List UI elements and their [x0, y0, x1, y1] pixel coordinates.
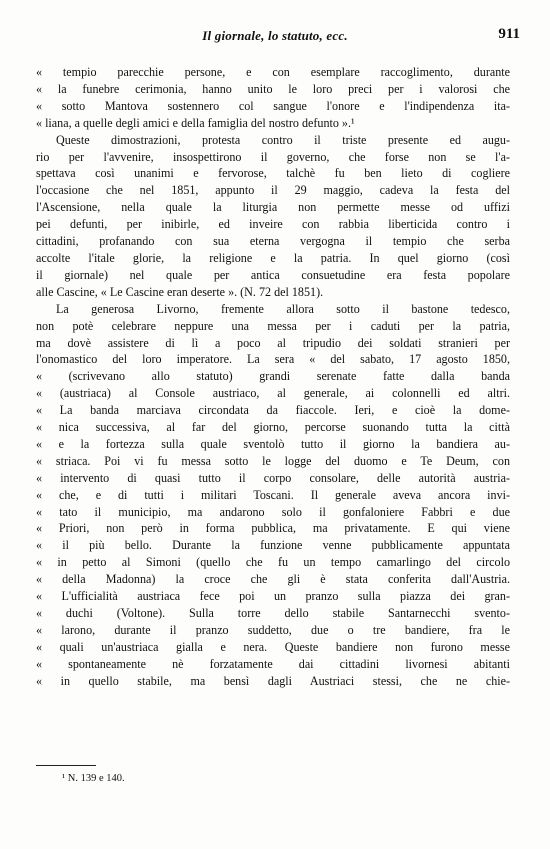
text-line: rio per l'avvenire, insospettirono il governo, che forse non se l'a-	[36, 149, 510, 164]
running-head	[30, 28, 520, 48]
text-line: La generosa Livorno, fremente allora sotto il bastone tedesco,	[56, 301, 510, 316]
running-title: Il giornale, lo statuto, ecc.	[202, 28, 348, 43]
text-line: il giornale) nel quale per antica consuetudine era festa popolare	[36, 267, 510, 282]
text-line: « e la fortezza sulla quale sventolò tutto il giorno la bandiera au-	[36, 436, 510, 451]
text-line: non potè celebrare neppure una messa per i caduti per la patria,	[36, 318, 510, 333]
text-line: « duchi (Voltone). Sulla torre dello stabile Santarnecchi svento-	[36, 606, 510, 620]
text-line: « striaca. Poi vi fu messa sotto le logge del duomo e Te Deum, con	[36, 453, 510, 468]
paragraph-3	[36, 301, 510, 690]
text-line: « in quello stabile, ma bensì dagli Austriaci stessi, che ne chie-	[36, 673, 510, 688]
text-line: « larono, durante il pranzo suddetto, due o tre bandiere, fra le	[36, 622, 510, 637]
text-line: ma dovè assistere di lì a poco al tripudio dei soldati stranieri per	[36, 335, 510, 350]
text-line: Queste dimostrazioni, protesta contro il triste presente ed augu-	[56, 132, 510, 147]
text-line: spettava così unanimi e fervorose, talchè fu ben lieto di cogliere	[36, 166, 510, 181]
text-line: l'occasione che nel 1851, appunto il 29 maggio, cadeva la festa del	[36, 183, 510, 198]
text-line: « che, e di tutti i militari Toscani. Il generale aveva ancora invi-	[36, 487, 510, 502]
text-line: l'Ascensione, nella quale la liturgia non permette messe od uffizi	[36, 200, 510, 215]
text-line: « (austriaca) al Console austriaco, al generale, ai colonnelli ed altri.	[36, 386, 510, 401]
text-line: « in petto al Simoni (quello che fu un tempo camarlingo del circolo	[36, 555, 510, 570]
text-line: « L'ufficialità austriaca fece poi un pranzo sulla piazza dei gran-	[36, 589, 510, 604]
footnote: ¹ N. 139 e 140.	[62, 773, 125, 784]
text-line: « quali un'austriaca gialla e nera. Queste bandiere non furono messe	[36, 639, 510, 654]
text-line: « intervento di quasi tutto il corpo consolare, delle autorità austria-	[36, 470, 510, 485]
text-line: « spontaneamente nè forzatamente dai cittadini livornesi abitanti	[36, 656, 510, 671]
text-line: alle Cascine, « Le Cascine eran deserte ». (N. 72 del 1851).	[36, 284, 324, 299]
text-line: l'onomastico del loro imperatore. La sera « del sabato, 17 agosto 1850,	[36, 352, 510, 367]
footnote-divider	[36, 765, 96, 766]
text-line: « (scrivevano allo statuto) grandi serenate fatte dalla banda	[36, 369, 510, 384]
text-line: « tato il municipio, ma andarono solo il gonfaloniere Fabbri e due	[36, 504, 510, 519]
text-line: accolte l'itale glorie, la religione e la patria. In quel giorno (così	[36, 250, 510, 265]
text-line: « tempio parecchie persone, e con esemplare raccoglimento, durante	[36, 65, 510, 79]
text-line: « la funebre cerimonia, hanno unito le loro preci per i valorosi che	[36, 81, 510, 96]
text-line: « Priori, non però in forma pubblica, ma privatamente. E qui viene	[36, 521, 510, 536]
text-line: « della Madonna) la croce che gli è stata conferita dall'Austria.	[36, 572, 510, 587]
text-line: pei defunti, per inibirle, ed inveire con rabbia liberticida contro i	[36, 217, 510, 232]
page-number: 911	[498, 26, 520, 42]
text-line: « il più bello. Durante la funzione venne pubblicamente appuntata	[36, 538, 510, 553]
text-line: « La banda marciava circondata da fiaccole. Ieri, e cioè la dome-	[36, 403, 510, 418]
paragraph-2	[36, 132, 510, 301]
body-text	[36, 64, 510, 690]
text-line: cittadini, profanando con sua eterna vergogna il tempio che serba	[36, 234, 510, 249]
text-line: « liana, a quelle degli amici e della famiglia del nostro defunto ».¹	[36, 115, 355, 130]
text-line: « nica successiva, al far del giorno, percorse suonando tutta la città	[36, 420, 510, 435]
paragraph-1	[36, 64, 510, 132]
text-line: « sotto Mantova sostennero col sangue l'onore e l'indipendenza ita-	[36, 98, 510, 113]
